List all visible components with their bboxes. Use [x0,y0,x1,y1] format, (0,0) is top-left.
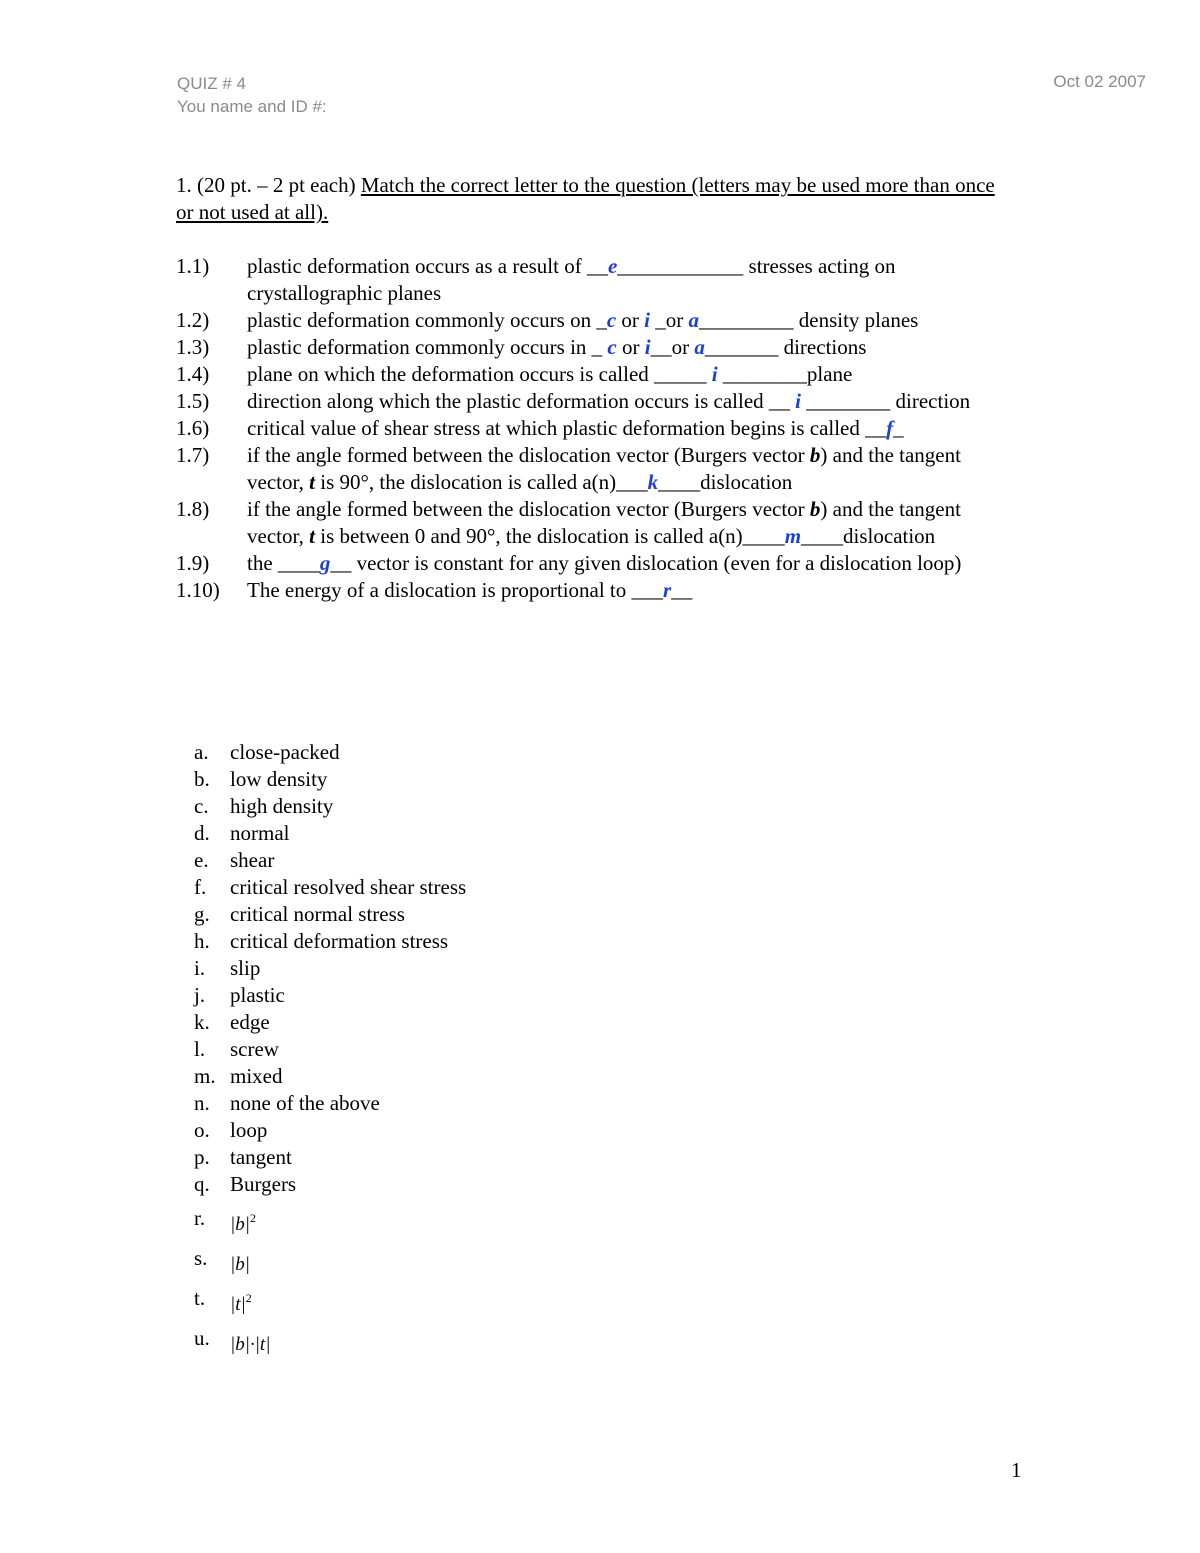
question-item [176,361,1016,388]
question-list [176,253,1016,604]
question-item [176,307,1016,334]
option-item [194,1063,694,1090]
answer: i [711,362,718,386]
question-text: if the angle formed between the dislocation vector (Burgers vector [247,443,810,467]
quiz-date: Oct 02 2007 [1053,72,1146,91]
question-text: or [616,308,645,332]
question-item [176,334,1016,361]
question-item [176,442,1016,496]
option-letter: i. [194,956,206,980]
answer: m [784,524,802,548]
question-number: 1.4) [176,362,210,386]
option-list [194,739,694,1358]
question-number: 1.6) [176,416,210,440]
question-text: is 90°, the dislocation is called a(n)___ [314,470,648,494]
answer: e [607,254,618,278]
answer: a [694,335,705,359]
burgers-vector-symbol: b [809,443,821,467]
option-item [194,1144,694,1171]
page-number: 1 [1011,1458,1022,1482]
question-text: _______ directions [704,335,867,359]
question-text: plastic deformation commonly occurs in _ [247,335,608,359]
tangent-vector-symbol: t [309,524,315,548]
question-text: critical value of shear stress at which plastic deformation begins is called __ [247,416,887,440]
option-item [194,955,694,982]
option-item-math [194,1278,694,1318]
option-letter: r. [194,1206,206,1230]
answer: i [795,389,802,413]
option-text: normal [230,821,290,845]
option-item [194,793,694,820]
option-text: edge [230,1010,270,1034]
question-text: or [616,335,645,359]
option-text: close-packed [230,740,340,764]
option-formula: |t| [230,1294,246,1315]
option-text: Burgers [230,1172,297,1196]
option-letter: d. [194,821,210,845]
question-item [176,550,1016,577]
option-item [194,1117,694,1144]
option-formula: |b| [230,1214,250,1235]
option-text: tangent [230,1145,292,1169]
name-id-line: You name and ID #: [177,97,327,116]
option-letter: u. [194,1326,210,1350]
question-text: ____dislocation [801,524,936,548]
option-text: shear [230,848,275,872]
question-text: direction along which the plastic deformation occurs is called __ [247,389,796,413]
option-letter: e. [194,848,209,872]
option-formula: |b|·|t| [230,1334,271,1355]
question-text: the ____ [247,551,320,575]
option-letter: c. [194,794,209,818]
answer: c [606,308,617,332]
question-number: 1.7) [176,443,210,467]
option-letter: b. [194,767,210,791]
option-text: slip [230,956,261,980]
question-text: ) and the tangent vector, [247,497,961,548]
option-item [194,1036,694,1063]
question-text: _or [650,308,689,332]
option-letter: n. [194,1091,210,1115]
option-item-math [194,1238,694,1278]
option-letter: o. [194,1118,210,1142]
question-number: 1.1) [176,254,210,278]
option-text: critical deformation stress [230,929,449,953]
answer: f [886,416,894,440]
option-letter: l. [194,1037,206,1061]
tangent-vector-symbol: t [309,470,315,494]
question-text: plane on which the deformation occurs is called _____ [247,362,712,386]
question-text: ____________ stresses acting on crystallographic planes [247,254,896,305]
answer: a [688,308,700,332]
question-item [176,415,1016,442]
option-item [194,1009,694,1036]
question-number: 1.3) [176,335,210,359]
question-number: 1.9) [176,551,210,575]
option-text: high density [230,794,334,818]
question-text: plastic deformation occurs as a result of __ [247,254,608,278]
option-text: critical resolved shear stress [230,875,467,899]
option-text: low density [230,767,328,791]
option-letter: f. [194,875,207,899]
option-text: loop [230,1118,268,1142]
option-text: critical normal stress [230,902,405,926]
question-text: ____dislocation [658,470,793,494]
question-item [176,577,1016,604]
option-text: screw [230,1037,279,1061]
question-text: if the angle formed between the dislocation vector (Burgers vector [247,497,810,521]
option-letter: p. [194,1145,210,1169]
answer: r [663,578,672,602]
option-letter: q. [194,1172,210,1196]
option-item [194,739,694,766]
option-letter: k. [194,1010,210,1034]
option-letter: g. [194,902,210,926]
question-text: _________ density planes [699,308,919,332]
answer: k [647,470,659,494]
question-item [176,496,1016,550]
option-letter: h. [194,929,210,953]
option-text: none of the above [230,1091,380,1115]
option-text: plastic [230,983,285,1007]
answer: i [644,308,651,332]
answer: c [607,335,617,359]
option-item [194,928,694,955]
question-number: 1.10) [176,578,220,602]
question-instruction: Match the correct letter to the question (letters may be used more than once or not used at all). [176,173,995,224]
question-text: ________ direction [801,389,971,413]
option-item [194,1090,694,1117]
question-number: 1.2) [176,308,210,332]
burgers-vector-symbol: b [809,497,821,521]
option-letter: s. [194,1246,208,1270]
question-text: __or [650,335,695,359]
question-text: ) and the tangent vector, [247,443,961,494]
quiz-title: QUIZ # 4 [177,74,246,93]
answer: i [644,335,651,359]
option-formula: |b| [230,1254,250,1275]
option-item [194,766,694,793]
option-item-math [194,1318,694,1358]
question-text: __ vector is constant for any given dislocation (even for a dislocation loop) [330,551,962,575]
question-item [176,253,1016,307]
option-letter: t. [194,1286,206,1310]
question-number: 1.5) [176,389,210,413]
question-prefix: 1. (20 pt. – 2 pt each) [176,173,361,197]
question-text: The energy of a dislocation is proportional to ___ [247,578,664,602]
question-number: 1.8) [176,497,210,521]
header-left [177,72,327,118]
option-item-math [194,1198,694,1238]
question-text: __ [671,578,693,602]
question-text: ________plane [717,362,853,386]
option-letter: a. [194,740,209,764]
option-exponent: 2 [245,1291,252,1305]
option-item [194,874,694,901]
question-text: plastic deformation commonly occurs on _ [247,308,607,332]
option-item [194,1171,694,1198]
question-heading [176,172,1016,226]
option-item [194,982,694,1009]
answer: g [319,551,331,575]
option-text: mixed [230,1064,283,1088]
question-text: _ [893,416,904,440]
question-item [176,388,1016,415]
option-letter: m. [194,1064,216,1088]
option-item [194,847,694,874]
option-item [194,820,694,847]
option-letter: j. [194,983,206,1007]
option-item [194,901,694,928]
question-text: is between 0 and 90°, the dislocation is called a(n)____ [314,524,785,548]
option-exponent: 2 [249,1211,256,1225]
